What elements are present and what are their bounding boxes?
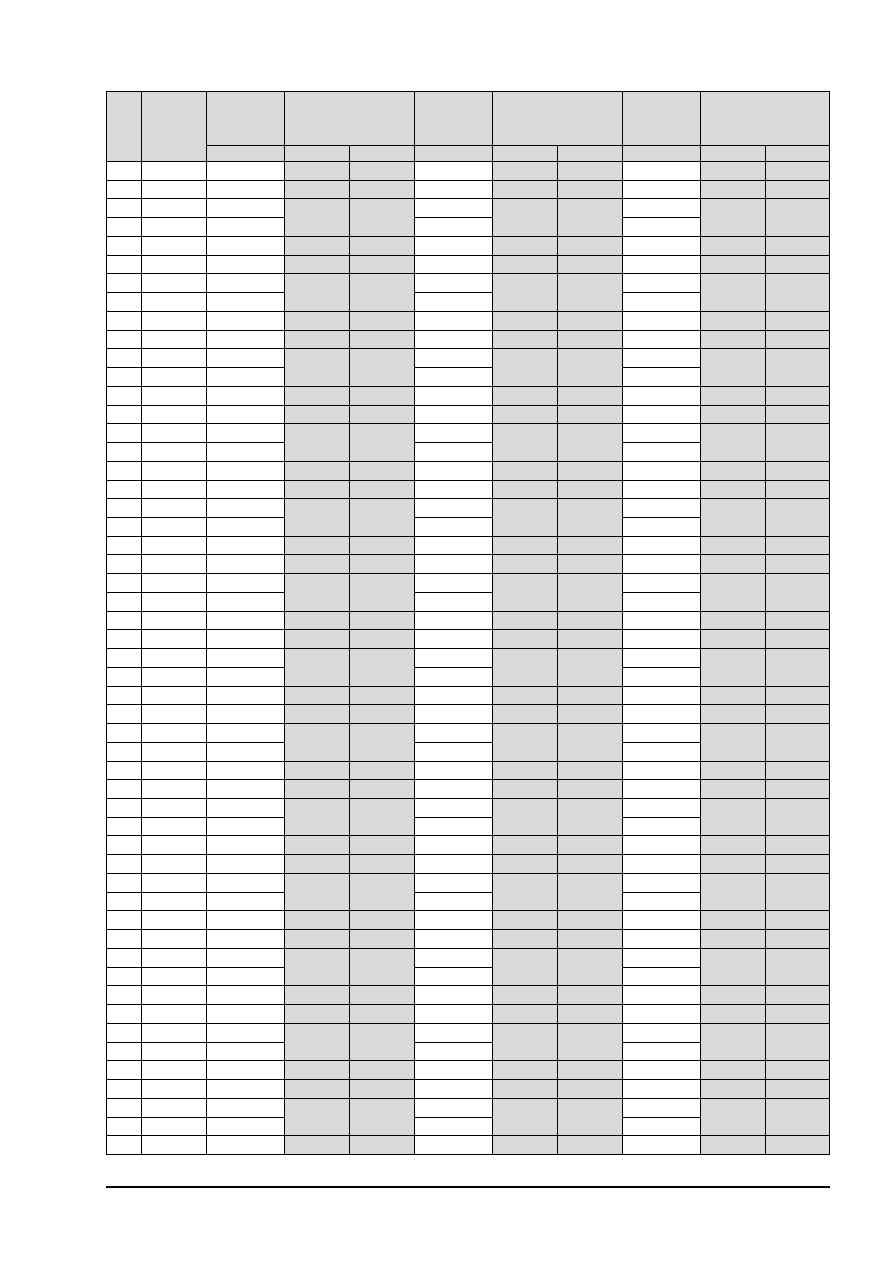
form-grid (107, 92, 829, 1154)
header-cell-index (107, 92, 141, 145)
header-cell-field-4 (622, 92, 700, 145)
header-cell-field-1 (141, 92, 206, 145)
subheader-cell-field-3 (414, 145, 492, 161)
shaded-column-4 (349, 161, 414, 1154)
form-table (106, 91, 830, 1155)
subheader-cell-index (107, 145, 141, 161)
subheader-cell-field-2 (206, 145, 284, 161)
header-cell-field-3 (414, 92, 492, 145)
header-cell-group-c (700, 92, 829, 145)
header-cell-group-b (492, 92, 622, 145)
subheader-cell-field-4 (622, 145, 700, 161)
shaded-column-7 (557, 161, 622, 1154)
footer-rule (106, 1186, 830, 1188)
shaded-column-10 (765, 161, 829, 1154)
subheader-cell-field-1 (141, 145, 206, 161)
shaded-column-3 (284, 161, 349, 1154)
subheader-cell-group-c (700, 145, 829, 161)
header-cell-group-a (284, 92, 414, 145)
header-cell-field-2 (206, 92, 284, 145)
shaded-column-6 (492, 161, 557, 1154)
shaded-column-9 (700, 161, 765, 1154)
